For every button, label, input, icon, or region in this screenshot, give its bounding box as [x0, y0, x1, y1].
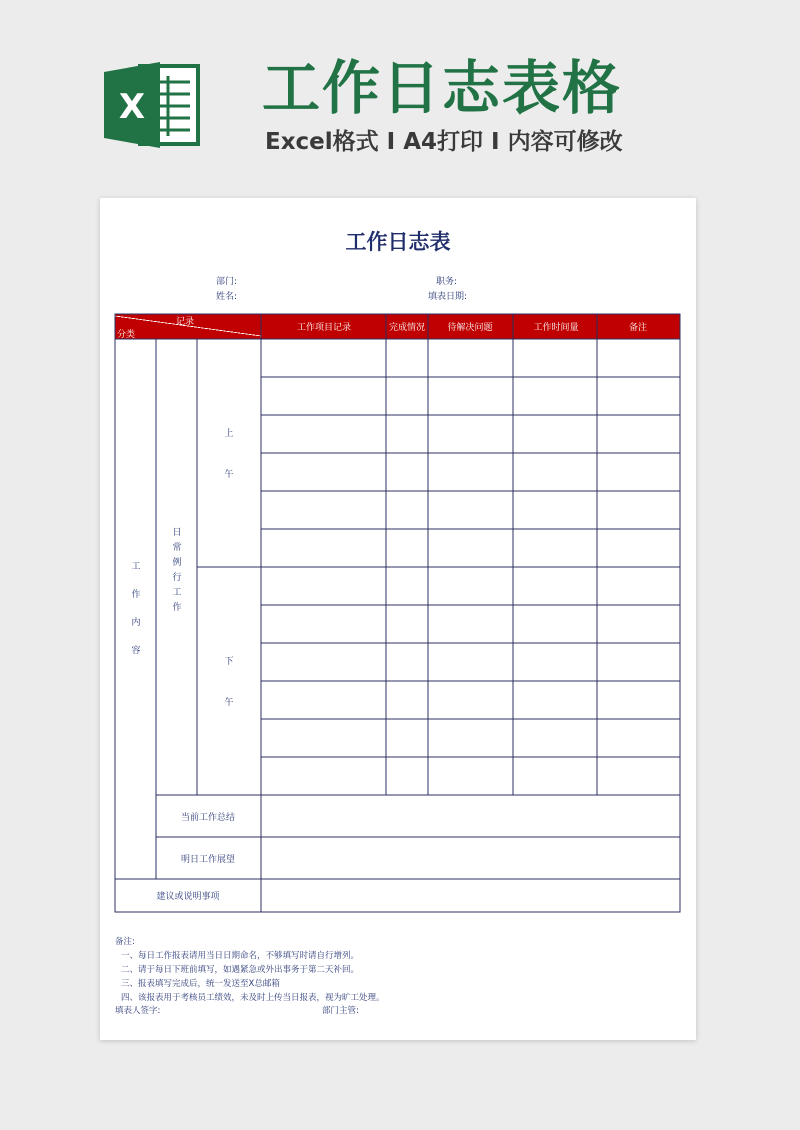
- subcategory-char: 日: [172, 528, 182, 538]
- category-char: 工: [131, 562, 141, 572]
- morning-char: 上: [224, 429, 234, 439]
- suggestions-label: 建议或说明事项: [156, 892, 220, 902]
- corner-category-label: 分类: [117, 330, 136, 340]
- banner-title: 工作日志表格: [262, 54, 623, 122]
- note-line: 二、请于每日下班前填写，如遇紧急或外出事务于第二天补回。: [121, 965, 360, 975]
- afternoon-char: 下: [224, 657, 234, 667]
- col-header-time: 工作时间量: [533, 323, 579, 333]
- document-title: 工作日志表: [345, 230, 451, 254]
- category-char: 容: [131, 646, 141, 656]
- morning-char: 午: [224, 470, 234, 480]
- summary-today-label: 当前工作总结: [180, 813, 236, 823]
- subcategory-char: 工: [172, 588, 182, 598]
- subcategory-char: 常: [172, 543, 182, 553]
- notes-section: [115, 935, 385, 1005]
- name-label: 姓名:: [216, 292, 238, 302]
- filler-signature-label: 填表人签字:: [115, 1006, 161, 1016]
- document-sheet: [100, 198, 696, 1040]
- corner-record-label: 记录: [176, 317, 195, 327]
- col-header-remark: 备注: [628, 323, 648, 333]
- notes-heading: 备注:: [115, 937, 135, 947]
- worklog-table: [100, 198, 696, 1040]
- col-header-pending: 待解决问题: [447, 323, 493, 333]
- position-label: 职务:: [436, 277, 458, 287]
- afternoon-char: 午: [224, 698, 234, 708]
- plan-tomorrow-label: 明日工作展望: [180, 855, 236, 865]
- banner-subtitle: Excel格式 I A4打印 I 内容可修改: [265, 129, 623, 155]
- subcategory-char: 作: [172, 603, 182, 613]
- col-header-status: 完成情况: [388, 323, 426, 333]
- category-char: 内: [131, 618, 141, 628]
- note-line: 一、每日工作报表请用当日日期命名，不够填写时请自行增列。: [121, 951, 360, 961]
- fill-date-label: 填表日期:: [428, 292, 468, 302]
- category-char: 作: [131, 590, 141, 600]
- department-label: 部门:: [216, 277, 238, 287]
- manager-signature-label: 部门主管:: [322, 1006, 359, 1016]
- col-header-project: 工作项目记录: [296, 323, 352, 333]
- subcategory-char: 行: [172, 573, 182, 583]
- excel-icon: [100, 60, 204, 150]
- excel-logo-letter: X: [118, 87, 146, 127]
- note-line: 三、报表填写完成后，统一发送至X总邮箱: [121, 979, 280, 989]
- note-line: 四、该报表用于考核员工绩效，未及时上传当日报表，视为旷工处理。: [121, 993, 385, 1003]
- subcategory-char: 例: [172, 558, 182, 568]
